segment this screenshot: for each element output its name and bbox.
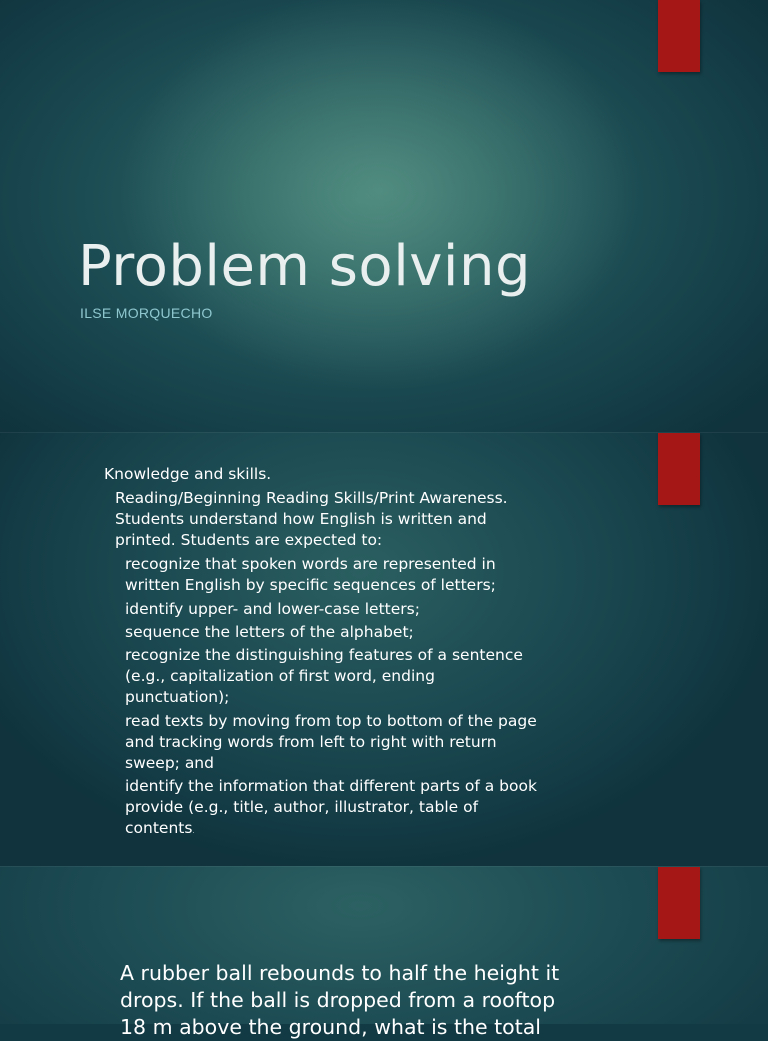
list-item-line: punctuation);: [125, 688, 230, 706]
problem-line: drops. If the ball is dropped from a rooftop: [120, 988, 556, 1012]
slide-divider: [0, 866, 768, 867]
list-item-line: sequence the letters of the alphabet;: [125, 623, 414, 641]
problem-statement: [120, 960, 630, 1041]
section-heading: Knowledge and skills.: [104, 465, 272, 483]
list-item: [125, 622, 595, 643]
intro-paragraph: [115, 488, 575, 551]
list-item: [125, 645, 595, 708]
list-item: [125, 776, 595, 842]
intro-line: printed. Students are expected to:: [115, 531, 383, 549]
knowledge-slide: [0, 432, 768, 866]
list-item-text: contents: [125, 819, 193, 837]
list-item: [125, 711, 595, 774]
title-slide: [0, 0, 768, 432]
intro-line: Students understand how English is written and: [115, 510, 487, 528]
slide-title: Problem solving: [78, 234, 531, 299]
intro-line: Reading/Beginning Reading Skills/Print Awareness.: [115, 489, 508, 507]
list-item-line: recognize that spoken words are represented in: [125, 555, 496, 573]
list-item-line: identify the information that different parts of a book: [125, 777, 537, 795]
problem-slide: [0, 866, 768, 1039]
list-item-line: (e.g., capitalization of first word, ending: [125, 667, 435, 685]
trailing-mark: .: [192, 828, 195, 835]
list-item-line: [125, 818, 595, 842]
accent-bar: [658, 0, 700, 72]
list-item: [125, 599, 595, 620]
accent-bar: [658, 433, 700, 505]
list-item-line: identify upper- and lower-case letters;: [125, 600, 420, 618]
slide-subtitle: ILSE MORQUECHO: [80, 305, 213, 321]
problem-line: 18 m above the ground, what is the total: [120, 1015, 541, 1039]
list-item-line: provide (e.g., title, author, illustrator, table of: [125, 798, 479, 816]
accent-bar: [658, 867, 700, 939]
slide-divider: [0, 432, 768, 433]
list-item: [125, 554, 595, 596]
list-item-line: sweep; and: [125, 754, 214, 772]
list-item-line: and tracking words from left to right with return: [125, 733, 497, 751]
list-item-line: recognize the distinguishing features of a sentence: [125, 646, 523, 664]
list-item-line: written English by specific sequences of letters;: [125, 576, 496, 594]
problem-line: A rubber ball rebounds to half the height it: [120, 961, 560, 985]
list-item-line: read texts by moving from top to bottom of the page: [125, 712, 537, 730]
